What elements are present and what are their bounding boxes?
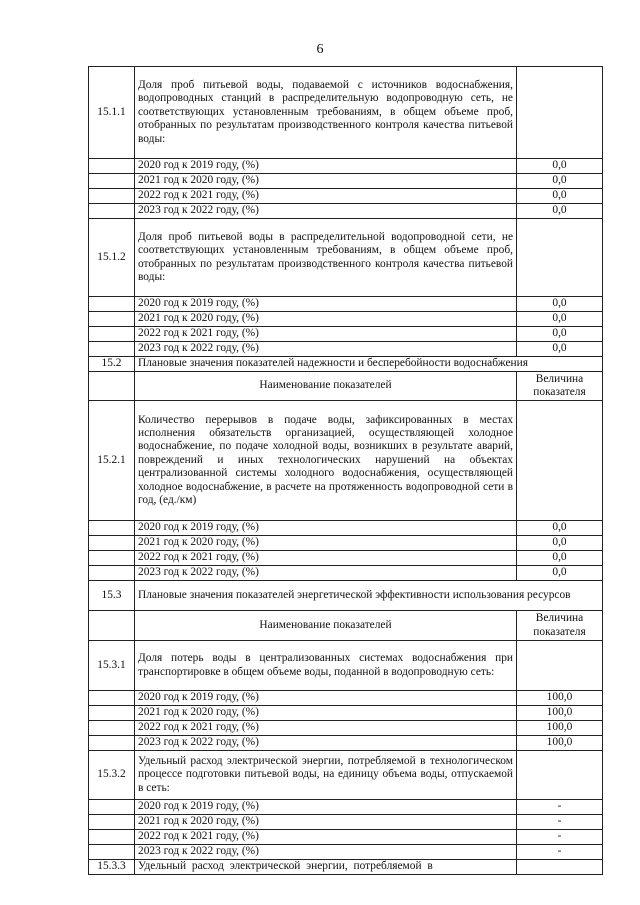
row-number [89, 204, 135, 219]
year-value: 0,0 [517, 327, 603, 342]
year-label: 2023 год к 2022 году, (%) [135, 342, 517, 357]
row-number [89, 327, 135, 342]
year-label: 2021 год к 2020 году, (%) [135, 536, 517, 551]
table-row [89, 721, 603, 736]
indicator-description: Доля проб питьевой воды, подаваемой с источников водоснабжения, водопроводных станций в распределительную водопроводную сеть, не соответствующих установленным требованиям, в общем объеме проб, отобранных по результатам производственного контроля качества питьевой воды: [135, 67, 517, 159]
column-header-value: Величина показателя [517, 372, 603, 401]
year-label: 2020 год к 2019 году, (%) [135, 800, 517, 815]
year-value: 100,0 [517, 721, 603, 736]
table-row [89, 860, 603, 875]
indicator-description: Удельный расход электрической энергии, потребляемой в [135, 860, 517, 875]
year-value: 0,0 [517, 312, 603, 327]
year-value: 100,0 [517, 691, 603, 706]
year-label: 2021 год к 2020 году, (%) [135, 312, 517, 327]
year-value: 100,0 [517, 706, 603, 721]
year-label: 2020 год к 2019 году, (%) [135, 521, 517, 536]
table-row [89, 691, 603, 706]
year-value: 0,0 [517, 174, 603, 189]
table-row [89, 830, 603, 845]
year-value: 0,0 [517, 159, 603, 174]
table-row [89, 342, 603, 357]
indicator-value [517, 401, 603, 521]
header-row [89, 611, 603, 641]
section-title: Плановые значения показателей энергетической эффективности использования ресурсов [135, 581, 603, 611]
row-number [89, 159, 135, 174]
year-label: 2021 год к 2020 году, (%) [135, 174, 517, 189]
table-row [89, 641, 603, 691]
table-row [89, 401, 603, 521]
table-row [89, 189, 603, 204]
table-row [89, 706, 603, 721]
year-label: 2022 год к 2021 году, (%) [135, 721, 517, 736]
table-row [89, 312, 603, 327]
indicators-table [88, 66, 603, 875]
row-number [89, 736, 135, 751]
row-number [89, 521, 135, 536]
row-number [89, 551, 135, 566]
table-row [89, 327, 603, 342]
section-number: 15.3 [89, 581, 135, 611]
year-value: 0,0 [517, 551, 603, 566]
year-label: 2023 год к 2022 году, (%) [135, 204, 517, 219]
row-number: 15.3.3 [89, 860, 135, 875]
indicator-description: Доля потерь воды в централизованных системах водоснабжения при транспортировке в общем объеме воды, поданной в водопроводную сеть: [135, 641, 517, 691]
row-number [89, 536, 135, 551]
section-row [89, 581, 603, 611]
row-number: 15.1.2 [89, 219, 135, 297]
table-row [89, 174, 603, 189]
year-value: - [517, 830, 603, 845]
row-number [89, 189, 135, 204]
row-number: 15.2.1 [89, 401, 135, 521]
year-value: 0,0 [517, 189, 603, 204]
indicator-value [517, 641, 603, 691]
year-value: 0,0 [517, 297, 603, 312]
indicator-description: Удельный расход электрической энергии, потребляемой в технологическом процессе подготовки питьевой воды, на единицу объема воды, отпускаемой в сеть: [135, 751, 517, 800]
year-value: 0,0 [517, 342, 603, 357]
row-number [89, 566, 135, 581]
row-number [89, 800, 135, 815]
year-value: 0,0 [517, 536, 603, 551]
year-label: 2020 год к 2019 году, (%) [135, 297, 517, 312]
header-row [89, 372, 603, 401]
page-number: 6 [316, 42, 324, 57]
table-row [89, 751, 603, 800]
table-row [89, 736, 603, 751]
table-row [89, 204, 603, 219]
table-row [89, 521, 603, 536]
table-row [89, 297, 603, 312]
table-row [89, 566, 603, 581]
year-label: 2022 год к 2021 году, (%) [135, 327, 517, 342]
year-label: 2022 год к 2021 году, (%) [135, 189, 517, 204]
indicator-description: Доля проб питьевой воды в распределительной водопроводной сети, не соответствующих установленным требованиям, в общем объеме проб, отобранных по результатам производственного контроля качества питьевой воды: [135, 219, 517, 297]
table-row [89, 845, 603, 860]
year-label: 2021 год к 2020 году, (%) [135, 706, 517, 721]
indicator-value [517, 751, 603, 800]
table-row [89, 159, 603, 174]
column-header-name: Наименование показателей [135, 372, 517, 401]
year-value: - [517, 845, 603, 860]
row-number [89, 721, 135, 736]
row-number: 15.3.1 [89, 641, 135, 691]
year-value: 0,0 [517, 521, 603, 536]
row-number [89, 691, 135, 706]
row-number [89, 611, 135, 641]
year-value: 0,0 [517, 204, 603, 219]
table-row [89, 551, 603, 566]
row-number [89, 297, 135, 312]
year-label: 2021 год к 2020 году, (%) [135, 815, 517, 830]
row-number [89, 706, 135, 721]
indicator-value [517, 219, 603, 297]
year-label: 2023 год к 2022 году, (%) [135, 845, 517, 860]
indicator-value [517, 860, 603, 875]
table-row [89, 815, 603, 830]
year-label: 2022 год к 2021 году, (%) [135, 830, 517, 845]
row-number [89, 830, 135, 845]
row-number [89, 312, 135, 327]
row-number [89, 815, 135, 830]
row-number [89, 342, 135, 357]
table-row [89, 800, 603, 815]
table-row [89, 219, 603, 297]
year-label: 2022 год к 2021 году, (%) [135, 551, 517, 566]
column-header-name: Наименование показателей [135, 611, 517, 641]
year-label: 2023 год к 2022 году, (%) [135, 736, 517, 751]
table-row [89, 536, 603, 551]
row-number [89, 845, 135, 860]
year-label: 2020 год к 2019 году, (%) [135, 159, 517, 174]
row-number [89, 372, 135, 401]
year-value: - [517, 800, 603, 815]
year-value: 0,0 [517, 566, 603, 581]
section-row [89, 357, 603, 372]
row-number [89, 174, 135, 189]
section-number: 15.2 [89, 357, 135, 372]
row-number: 15.1.1 [89, 67, 135, 159]
row-number: 15.3.2 [89, 751, 135, 800]
indicator-value [517, 67, 603, 159]
section-title: Плановые значения показателей надежности и бесперебойности водоснабжения [135, 357, 603, 372]
column-header-value: Величина показателя [517, 611, 603, 641]
table-row [89, 67, 603, 159]
year-label: 2020 год к 2019 году, (%) [135, 691, 517, 706]
year-label: 2023 год к 2022 году, (%) [135, 566, 517, 581]
year-value: 100,0 [517, 736, 603, 751]
year-value: - [517, 815, 603, 830]
indicator-description: Количество перерывов в подаче воды, зафиксированных в местах исполнения обязательств организацией, осуществляющей холодное водоснабжение, по подаче холодной воды, возникших в результате аварий, повреждений и иных технологических нарушений на объектах централизованной системы холодного водоснабжения, осуществляющей холодное водоснабжение, в расчете на протяженность водопроводной сети в год, (ед./км) [135, 401, 517, 521]
